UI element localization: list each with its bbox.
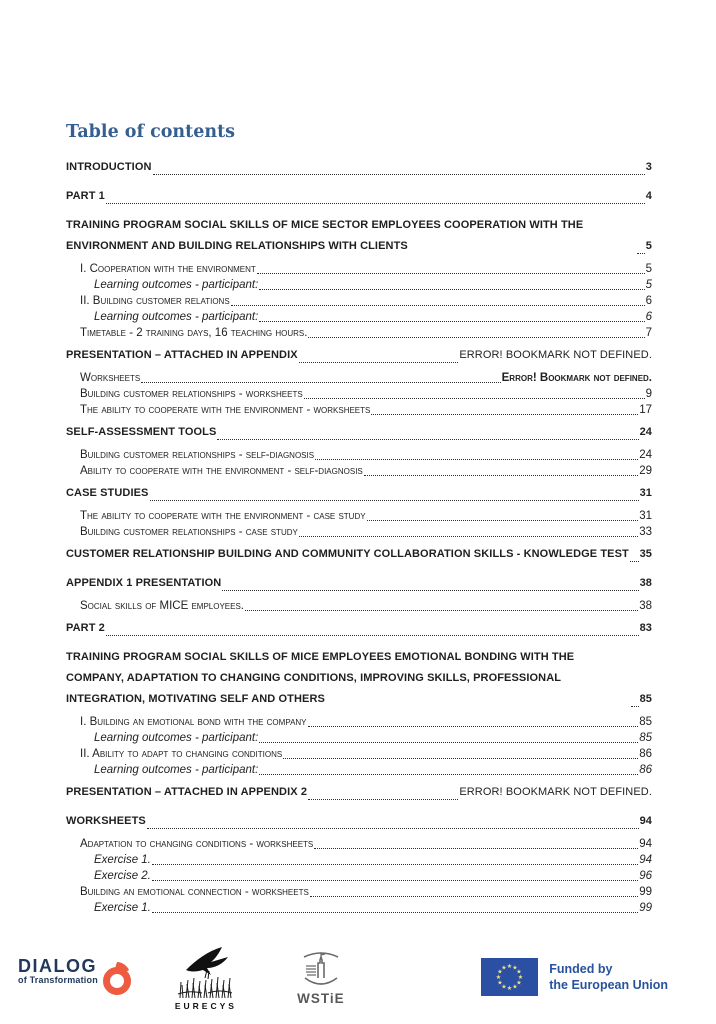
- toc-entry[interactable]: [66, 618, 652, 639]
- toc-entry-label: Building customer relationships - self-diagnosis: [80, 449, 315, 461]
- toc-entry[interactable]: [66, 483, 652, 504]
- eu-funding-line1: Funded by: [549, 962, 613, 976]
- svg-text:★: ★: [512, 983, 518, 991]
- toc-entry[interactable]: [66, 386, 652, 402]
- toc-entry-label: Adaptation to changing conditions - worksheets: [80, 838, 314, 850]
- eu-funding-text: [549, 961, 668, 993]
- toc-entry-page: 31: [639, 510, 652, 522]
- dot-leader: [152, 864, 638, 865]
- eu-funding-line2: the European Union: [549, 978, 668, 992]
- toc-entry-label: CASE STUDIES: [66, 487, 149, 499]
- svg-text:★: ★: [512, 964, 518, 972]
- dot-leader: [150, 500, 639, 501]
- svg-text:★: ★: [496, 974, 502, 981]
- dialog-logo-subtitle: of Transformation: [18, 975, 98, 985]
- toc-entry-page: 5: [645, 240, 652, 252]
- dot-leader: [147, 828, 639, 829]
- toc-entry-label: PART 2: [66, 622, 105, 634]
- toc-entry-label: Learning outcomes - participant:: [94, 732, 259, 744]
- toc-entry-page: 24: [639, 449, 652, 461]
- dot-leader: [106, 203, 645, 204]
- toc-entry[interactable]: [66, 157, 652, 178]
- toc-entry-label: SELF-ASSESSMENT TOOLS: [66, 426, 217, 438]
- dot-leader: [141, 382, 500, 383]
- toc-entry-page: 99: [639, 902, 652, 914]
- toc-entry[interactable]: [66, 309, 652, 325]
- toc-entry[interactable]: [66, 186, 652, 207]
- svg-text:★: ★: [516, 979, 522, 987]
- toc-entry-label: TRAINING PROGRAM SOCIAL SKILLS OF MICE SECTOR EMPLOYEES COOPERATION WITH THE ENVIRONMENT AND BUILDING RELATIONSHIPS WITH CLIENTS: [66, 219, 584, 252]
- dot-leader: [367, 520, 639, 521]
- dot-leader: [304, 398, 645, 399]
- toc-entry[interactable]: [66, 836, 652, 852]
- toc-entry-label: Timetable - 2 training days, 16 teaching hours.: [80, 327, 308, 339]
- dot-leader: [152, 880, 638, 881]
- toc-entry-page: ERROR! BOOKMARK NOT DEFINED.: [459, 349, 652, 361]
- svg-text:★: ★: [516, 968, 522, 976]
- toc-entry[interactable]: [66, 447, 652, 463]
- flame-ring-icon: [100, 959, 134, 997]
- toc-entry-page: 94: [639, 815, 652, 827]
- toc-entry[interactable]: [66, 573, 652, 594]
- toc-entry-label: APPENDIX 1 PRESENTATION: [66, 577, 222, 589]
- dot-leader: [299, 536, 638, 537]
- toc-entry-page: 17: [639, 404, 652, 416]
- toc-entry-label: Exercise 2.: [94, 870, 151, 882]
- toc-entry[interactable]: [66, 884, 652, 900]
- toc-entry[interactable]: [66, 370, 652, 386]
- eurecys-logo: [174, 944, 238, 1011]
- bird-over-grass-icon: [174, 944, 238, 1000]
- toc-entry-page: 3: [645, 161, 652, 173]
- toc-entry[interactable]: [66, 730, 652, 746]
- toc-entry-label: II. Ability to adapt to changing conditions: [80, 748, 283, 760]
- toc-entry[interactable]: [66, 422, 652, 443]
- toc-entry-page: 6: [645, 311, 652, 323]
- toc-entry-label: Learning outcomes - participant:: [94, 311, 259, 323]
- toc-entry-page: 5: [645, 279, 652, 291]
- toc-entry-label: Building customer relationships - worksheets: [80, 388, 303, 400]
- toc-entry-label: I. Cooperation with the environment: [80, 263, 256, 275]
- toc-entry[interactable]: [66, 811, 652, 832]
- toc-entry-label: INTRODUCTION: [66, 161, 152, 173]
- toc-entry-page: 94: [639, 854, 652, 866]
- toc-entry-page: 24: [639, 426, 652, 438]
- dot-leader: [308, 726, 639, 727]
- eu-funding-logo: [481, 958, 668, 996]
- toc-entry[interactable]: [66, 647, 652, 710]
- toc-entry-label: TRAINING PROGRAM SOCIAL SKILLS OF MICE EMPLOYEES EMOTIONAL BONDING WITH THE COMPANY, ADAPTATION TO CHANGING CONDITIONS, IMPROVING SKILLS, PROFESSIONAL INTEGRATION, MOTIVATING SELF AND OTHERS: [66, 651, 575, 705]
- dot-leader: [315, 459, 638, 460]
- toc-entry[interactable]: [66, 868, 652, 884]
- toc-entry-label: CUSTOMER RELATIONSHIP BUILDING AND COMMUNITY COLLABORATION SKILLS - KNOWLEDGE TEST: [66, 548, 629, 560]
- toc-entry-page: 38: [639, 577, 652, 589]
- svg-text:★: ★: [518, 974, 524, 981]
- toc-entry[interactable]: [66, 293, 652, 309]
- dot-leader: [217, 439, 638, 440]
- svg-text:★: ★: [497, 979, 503, 987]
- toc-entry-page: 31: [639, 487, 652, 499]
- dot-leader: [299, 362, 459, 363]
- dot-leader: [222, 590, 638, 591]
- toc-entry[interactable]: [66, 762, 652, 778]
- dot-leader: [310, 896, 638, 897]
- toc-entry-page: 6: [645, 295, 652, 307]
- toc-entry-label: Exercise 1.: [94, 902, 151, 914]
- toc-entry-label: PRESENTATION – ATTACHED IN APPENDIX 2: [66, 786, 308, 798]
- toc-entry-page: 35: [639, 548, 652, 560]
- toc-entry-label: Learning outcomes - participant:: [94, 764, 259, 776]
- toc-entry[interactable]: [66, 714, 652, 730]
- toc-entry-page: 38: [639, 600, 652, 612]
- dot-leader: [371, 414, 638, 415]
- dialog-logo-name: DIALOG: [18, 956, 97, 976]
- dot-leader: [259, 774, 638, 775]
- toc-entry[interactable]: [66, 746, 652, 762]
- footer-logos: [18, 940, 690, 1014]
- wstie-logo: [296, 948, 346, 1006]
- svg-text:★: ★: [497, 968, 503, 976]
- toc-entry[interactable]: [66, 277, 652, 293]
- dot-leader: [106, 635, 639, 636]
- svg-text:★: ★: [501, 964, 507, 972]
- toc-entry-page: ERROR! BOOKMARK NOT DEFINED.: [459, 786, 652, 798]
- dot-leader: [308, 337, 644, 338]
- toc-entry-page: 85: [639, 693, 652, 705]
- toc-entry-page: 85: [639, 732, 652, 744]
- toc-entry-label: Ability to cooperate with the environment - self-diagnosis: [80, 465, 363, 477]
- toc-entry-page: 29: [639, 465, 652, 477]
- toc-entry-label: II. Building customer relations: [80, 295, 230, 307]
- castle-shield-icon: [296, 948, 346, 990]
- dot-leader: [283, 758, 638, 759]
- toc-entry-label: Building an emotional connection - worksheets: [80, 886, 309, 898]
- toc-entry-page: 99: [639, 886, 652, 898]
- toc-entry[interactable]: [66, 261, 652, 277]
- svg-text:★: ★: [501, 983, 507, 991]
- toc-entry-page: 94: [639, 838, 652, 850]
- toc-entry-page: 9: [645, 388, 652, 400]
- table-of-contents: [66, 153, 652, 916]
- dot-leader: [308, 799, 458, 800]
- svg-text:★: ★: [507, 985, 513, 992]
- toc-entry-page: 85: [639, 716, 652, 728]
- toc-entry[interactable]: [66, 598, 652, 614]
- toc-entry-label: Social skills of MICE employees.: [80, 600, 244, 612]
- eu-flag-icon: [481, 958, 538, 996]
- svg-text:★: ★: [507, 963, 513, 970]
- toc-entry-page: 86: [639, 764, 652, 776]
- eurecys-logo-name: EURECYS: [174, 1000, 237, 1011]
- toc-entry-label: PRESENTATION – ATTACHED IN APPENDIX: [66, 349, 298, 361]
- dot-leader: [314, 848, 638, 849]
- toc-entry[interactable]: [66, 900, 652, 916]
- dot-leader: [153, 174, 645, 175]
- toc-entry-label: PART 1: [66, 190, 105, 202]
- wstie-logo-name: WSTiE: [297, 991, 345, 1006]
- toc-entry[interactable]: [66, 524, 652, 540]
- dot-leader: [259, 289, 644, 290]
- page-title: Table of contents: [66, 122, 236, 142]
- dot-leader: [630, 561, 639, 562]
- dot-leader: [152, 912, 638, 913]
- toc-entry-page: 83: [639, 622, 652, 634]
- dialog-of-transformation-logo: [18, 957, 134, 997]
- toc-entry-page: 96: [639, 870, 652, 882]
- dot-leader: [257, 273, 645, 274]
- toc-entry[interactable]: [66, 402, 652, 418]
- toc-entry[interactable]: [66, 852, 652, 868]
- dot-leader: [231, 305, 645, 306]
- dot-leader: [364, 475, 638, 476]
- toc-entry-label: Building customer relationships - case study: [80, 526, 298, 538]
- dot-leader: [637, 253, 645, 254]
- toc-entry-page: 4: [645, 190, 652, 202]
- toc-entry-page: 7: [645, 327, 652, 339]
- dot-leader: [259, 321, 644, 322]
- toc-entry[interactable]: [66, 463, 652, 479]
- toc-entry-page: 86: [639, 748, 652, 760]
- toc-entry[interactable]: [66, 544, 652, 565]
- dot-leader: [631, 706, 639, 707]
- dot-leader: [245, 610, 638, 611]
- toc-entry-label: Exercise 1.: [94, 854, 151, 866]
- toc-entry-label: WORKSHEETS: [66, 815, 146, 827]
- toc-entry[interactable]: [66, 508, 652, 524]
- toc-entry-label: The ability to cooperate with the environment - case study: [80, 510, 366, 522]
- toc-entry-label: The ability to cooperate with the environment - worksheets: [80, 404, 371, 416]
- toc-entry-label: Worksheets: [80, 372, 141, 384]
- dot-leader: [259, 742, 638, 743]
- toc-entry[interactable]: [66, 782, 652, 803]
- toc-entry-page: 33: [639, 526, 652, 538]
- toc-entry[interactable]: [66, 325, 652, 341]
- toc-entry-label: I. Building an emotional bond with the company: [80, 716, 307, 728]
- toc-entry-page: Error! Bookmark not defined.: [501, 372, 652, 384]
- toc-entry-page: 5: [645, 263, 652, 275]
- toc-entry[interactable]: [66, 215, 652, 257]
- toc-entry[interactable]: [66, 345, 652, 366]
- toc-entry-label: Learning outcomes - participant:: [94, 279, 259, 291]
